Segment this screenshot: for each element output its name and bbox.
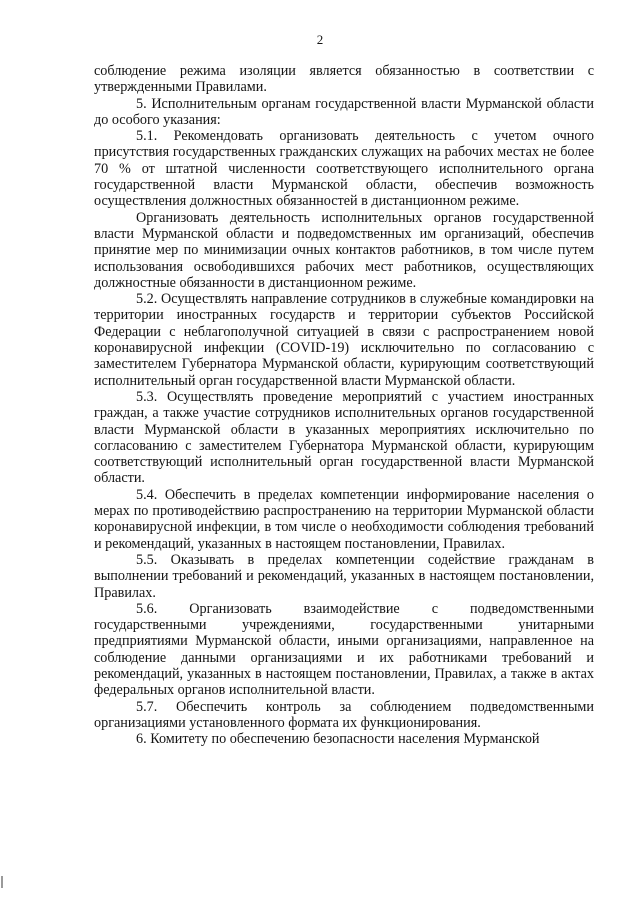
paragraph-5-1-organize: Организовать деятельность исполнительных органов государственной власти Мурманской области и подведомственных им организаций, обеспечив принятие мер по минимизации очных контактов работников, в том числе путем использования освободившихся рабочих мест работников, осуществляющих должностные обязанности в дистанционном режиме. xyxy=(94,209,594,291)
paragraph-5-3: 5.3. Осуществлять проведение мероприятий с участием иностранных граждан, а также участие сотрудников исполнительных органов государственной власти Мурманской области в указанных мероприятиях исключительно по согласованию с заместителем Губернатора Мурманской области, курирующим соответствующий исполнительный орган государственной власти Мурманской области. xyxy=(94,388,594,487)
paragraph-5-1: 5.1. Рекомендовать организовать деятельность с учетом очного присутствия государственных гражданских служащих на рабочих местах не более 70 % от штатной численности соответствующего исполнительного органа государственной власти Мурманской области, обеспечив возможность осуществления должностных обязанностей в дистанционном режиме. xyxy=(94,128,594,210)
paragraph-5-5: 5.5. Оказывать в пределах компетенции содействие гражданам в выполнении требований и рекомендаций, указанных в настоящем постановлении, Правилах. xyxy=(94,551,594,601)
scan-artifact xyxy=(1,876,3,888)
page-number: 2 xyxy=(316,32,324,47)
paragraph-5-7: 5.7. Обеспечить контроль за соблюдением подведомственными организациями установленного формата их функционирования. xyxy=(94,698,594,731)
document-body xyxy=(94,63,594,747)
paragraph-5-4: 5.4. Обеспечить в пределах компетенции информирование населения о мерах по противодействию распространению на территории Мурманской области коронавирусной инфекции, в том числе о необходимости соблюдения требований и рекомендаций, указанных в настоящем постановлении, Правилах. xyxy=(94,486,594,552)
paragraph-section-6: 6. Комитету по обеспечению безопасности населения Мурманской xyxy=(136,731,540,748)
paragraph-continuation: соблюдение режима изоляции является обязанностью в соответствии с утвержденными Правилами. xyxy=(94,63,594,96)
paragraph-5-2: 5.2. Осуществлять направление сотрудников в служебные командировки на территории иностранных государств и территории субъектов Российской Федерации с неблагополучной ситуацией в связи с распространением новой коронавирусной инфекции (COVID-19) исключительно по согласованию с заместителем Губернатора Мурманской области, курирующим соответствующий исполнительный орган государственной власти Мурманской области. xyxy=(94,291,594,389)
paragraph-section-5: 5. Исполнительным органам государственной власти Мурманской области до особого указания: xyxy=(94,95,594,128)
paragraph-5-6: 5.6. Организовать взаимодействие с подведомственными государственными учреждениями, государственными унитарными предприятиями Мурманской области, иными организациями, направленное на соблюдение данными организациями и их работниками требований и рекомендаций, указанных в настоящем постановлении, Правилах, а также в актах федеральных органов исполнительной власти. xyxy=(94,600,594,699)
